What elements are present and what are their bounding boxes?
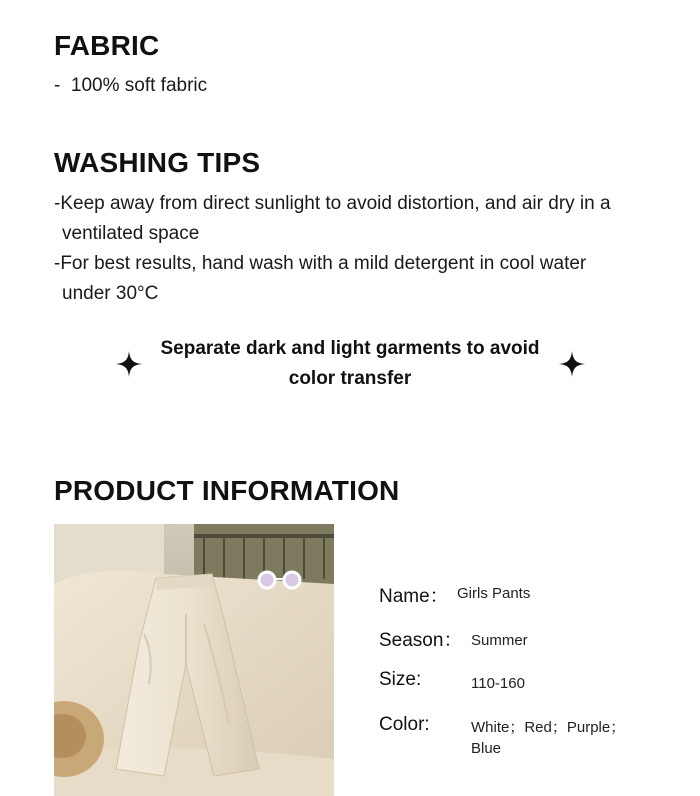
name-label: Name：: [379, 586, 449, 607]
season-value: Summer: [471, 632, 528, 649]
bullet-dash: -: [54, 75, 71, 96]
washing-tips-heading: WASHING TIPS: [54, 147, 261, 178]
color-label: Color:: [379, 714, 430, 735]
sparkle-icon: [559, 351, 585, 377]
size-value: 110-160: [471, 675, 525, 692]
fabric-heading: FABRIC: [54, 30, 160, 61]
washing-tip-text: For best results, hand wash with a mild detergent in cool water under 30°C: [60, 253, 587, 304]
color-value: White；Red；Purple；Blue: [471, 719, 626, 757]
product-photo: [54, 524, 334, 796]
fabric-item: [54, 71, 207, 101]
size-label: Size:: [379, 669, 422, 690]
season-label: Season：: [379, 630, 463, 651]
sparkle-icon: [116, 351, 142, 377]
garment-separation-note: Separate dark and light garments to avoid color transfer: [160, 338, 540, 389]
washing-tip-text: Keep away from direct sunlight to avoid distortion, and air dry in a ventilated space: [60, 193, 611, 244]
product-info-heading: PRODUCT INFORMATION: [54, 475, 400, 506]
washing-tip: -For best results, hand wash with a mild detergent in cool water under 30°C: [54, 253, 587, 304]
name-value: Girls Pants: [457, 585, 531, 602]
washing-tip: -Keep away from direct sunlight to avoid distortion, and air dry in a ventilated space: [54, 193, 611, 244]
fabric-item-text: 100% soft fabric: [70, 75, 208, 96]
